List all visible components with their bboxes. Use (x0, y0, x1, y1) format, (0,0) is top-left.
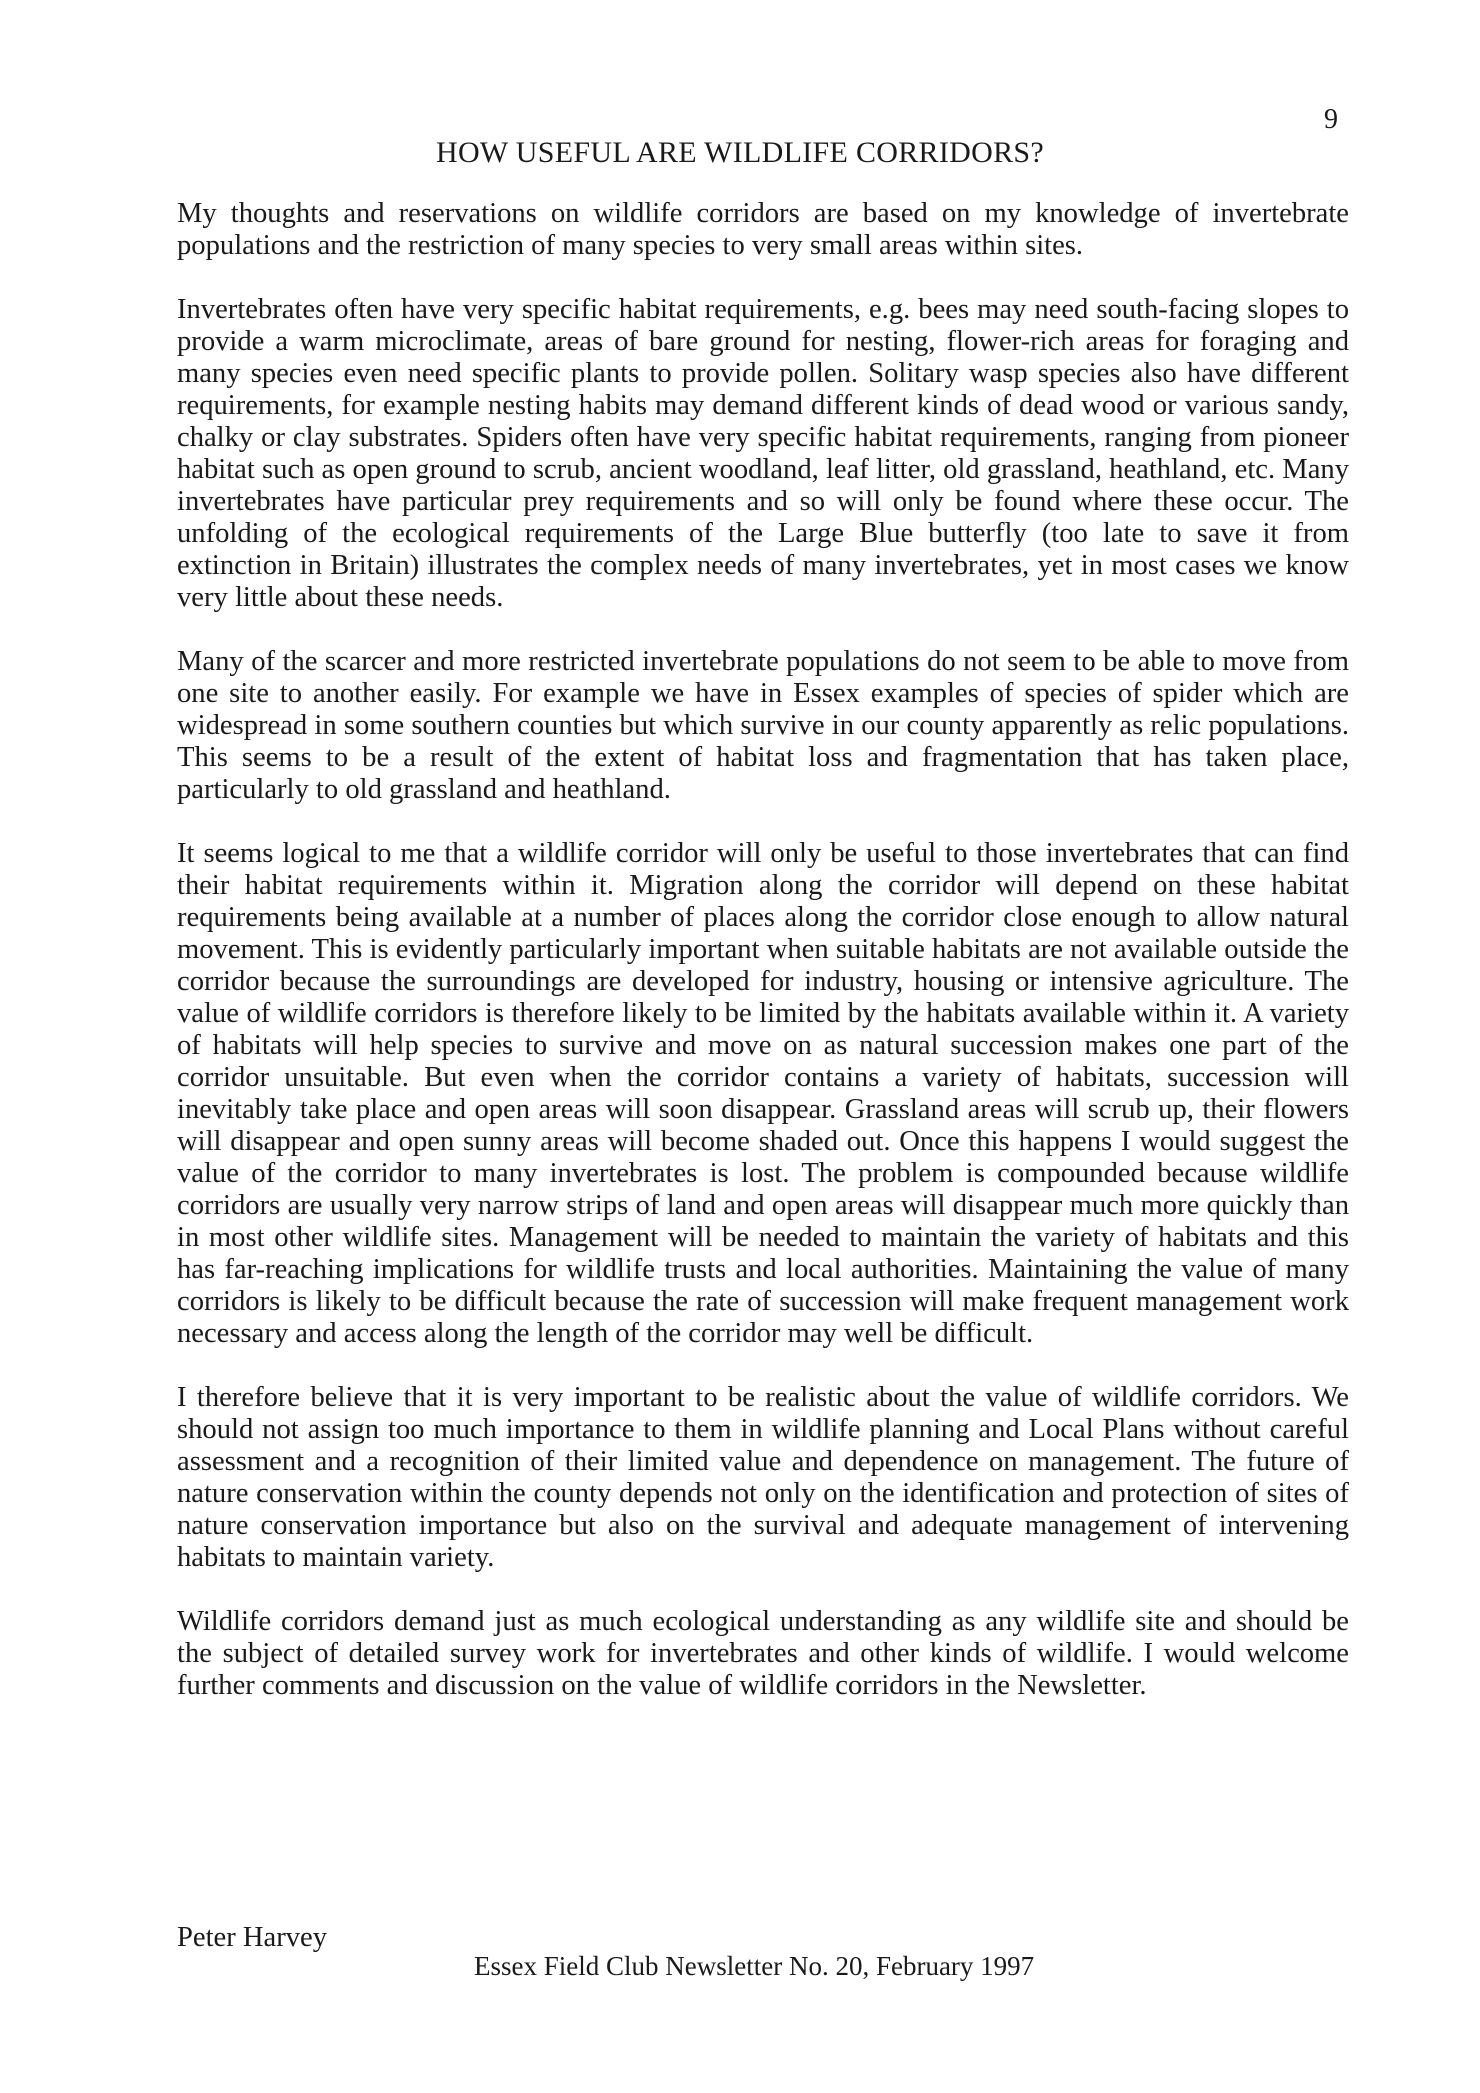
article-title: HOW USEFUL ARE WILDLIFE CORRIDORS? (436, 136, 1044, 169)
paragraph: My thoughts and reservations on wildlife corridors are based on my knowledge of invertebrate populations and the restriction of many species to very small areas within sites. (177, 198, 1349, 261)
paragraph: Invertebrates often have very specific habitat requirements, e.g. bees may need south-facing slopes to provide a warm microclimate, areas of bare ground for nesting, flower-rich areas for foraging and many species even need specific plants to provide pollen. Solitary wasp species also have different requirements, for example nesting habits may demand different kinds of dead wood or various sandy, chalky or clay substrates. Spiders often have very specific habitat requirements, ranging from pioneer habitat such as open ground to scrub, ancient woodland, leaf litter, old grassland, heathland, etc. Many invertebrates have particular prey requirements and so will only be found where these occur. The unfolding of the ecological requirements of the Large Blue butterfly (too late to save it from extinction in Britain) illustrates the complex needs of many invertebrates, yet in most cases we know very little about these needs. (177, 294, 1349, 613)
page-number: 9 (1324, 104, 1338, 135)
paragraph: Wildlife corridors demand just as much ecological understanding as any wildlife site and should be the subject of detailed survey work for invertebrates and other kinds of wildlife. I would welcome further comments and discussion on the value of wildlife corridors in the Newsletter. (177, 1606, 1349, 1701)
paragraph: It seems logical to me that a wildlife corridor will only be useful to those invertebrates that can find their habitat requirements within it. Migration along the corridor will depend on these habitat requirements being available at a number of places along the corridor close enough to allow natural movement. This is evidently particularly important when suitable habitats are not available outside the corridor because the surroundings are developed for industry, housing or intensive agriculture. The value of wildlife corridors is therefore likely to be limited by the habitats available within it. A variety of habitats will help species to survive and move on as natural succession makes one part of the corridor unsuitable. But even when the corridor contains a variety of habitats, succession will inevitably take place and open areas will soon disappear. Grassland areas will scrub up, their flowers will disappear and open sunny areas will become shaded out. Once this happens I would suggest the value of the corridor to many invertebrates is lost. The problem is compounded because wildlife corridors are usually very narrow strips of land and open areas will disappear much more quickly than in most other wildlife sites. Management will be needed to maintain the variety of habitats and this has far-reaching implications for wildlife trusts and local authorities. Maintaining the value of many corridors is likely to be difficult because the rate of succession will make frequent management work necessary and access along the length of the corridor may well be difficult. (177, 838, 1349, 1349)
author-signature: Peter Harvey (177, 1922, 328, 1953)
paragraph: I therefore believe that it is very important to be realistic about the value of wildlife corridors. We should not assign too much importance to them in wildlife planning and Local Plans without careful assessment and a recognition of their limited value and dependence on management. The future of nature conservation within the county depends not only on the identification and protection of sites of nature conservation importance but also on the survival and adequate management of intervening habitats to maintain variety. (177, 1382, 1349, 1573)
paragraph: Many of the scarcer and more restricted invertebrate populations do not seem to be able to move from one site to another easily. For example we have in Essex examples of species of spider which are widespread in some southern counties but which survive in our county apparently as relic populations. This seems to be a result of the extent of habitat loss and fragmentation that has taken place, particularly to old grassland and heathland. (177, 646, 1349, 805)
newsletter-footer: Essex Field Club Newsletter No. 20, February 1997 (474, 1951, 1035, 1981)
article-body (177, 198, 1349, 1734)
